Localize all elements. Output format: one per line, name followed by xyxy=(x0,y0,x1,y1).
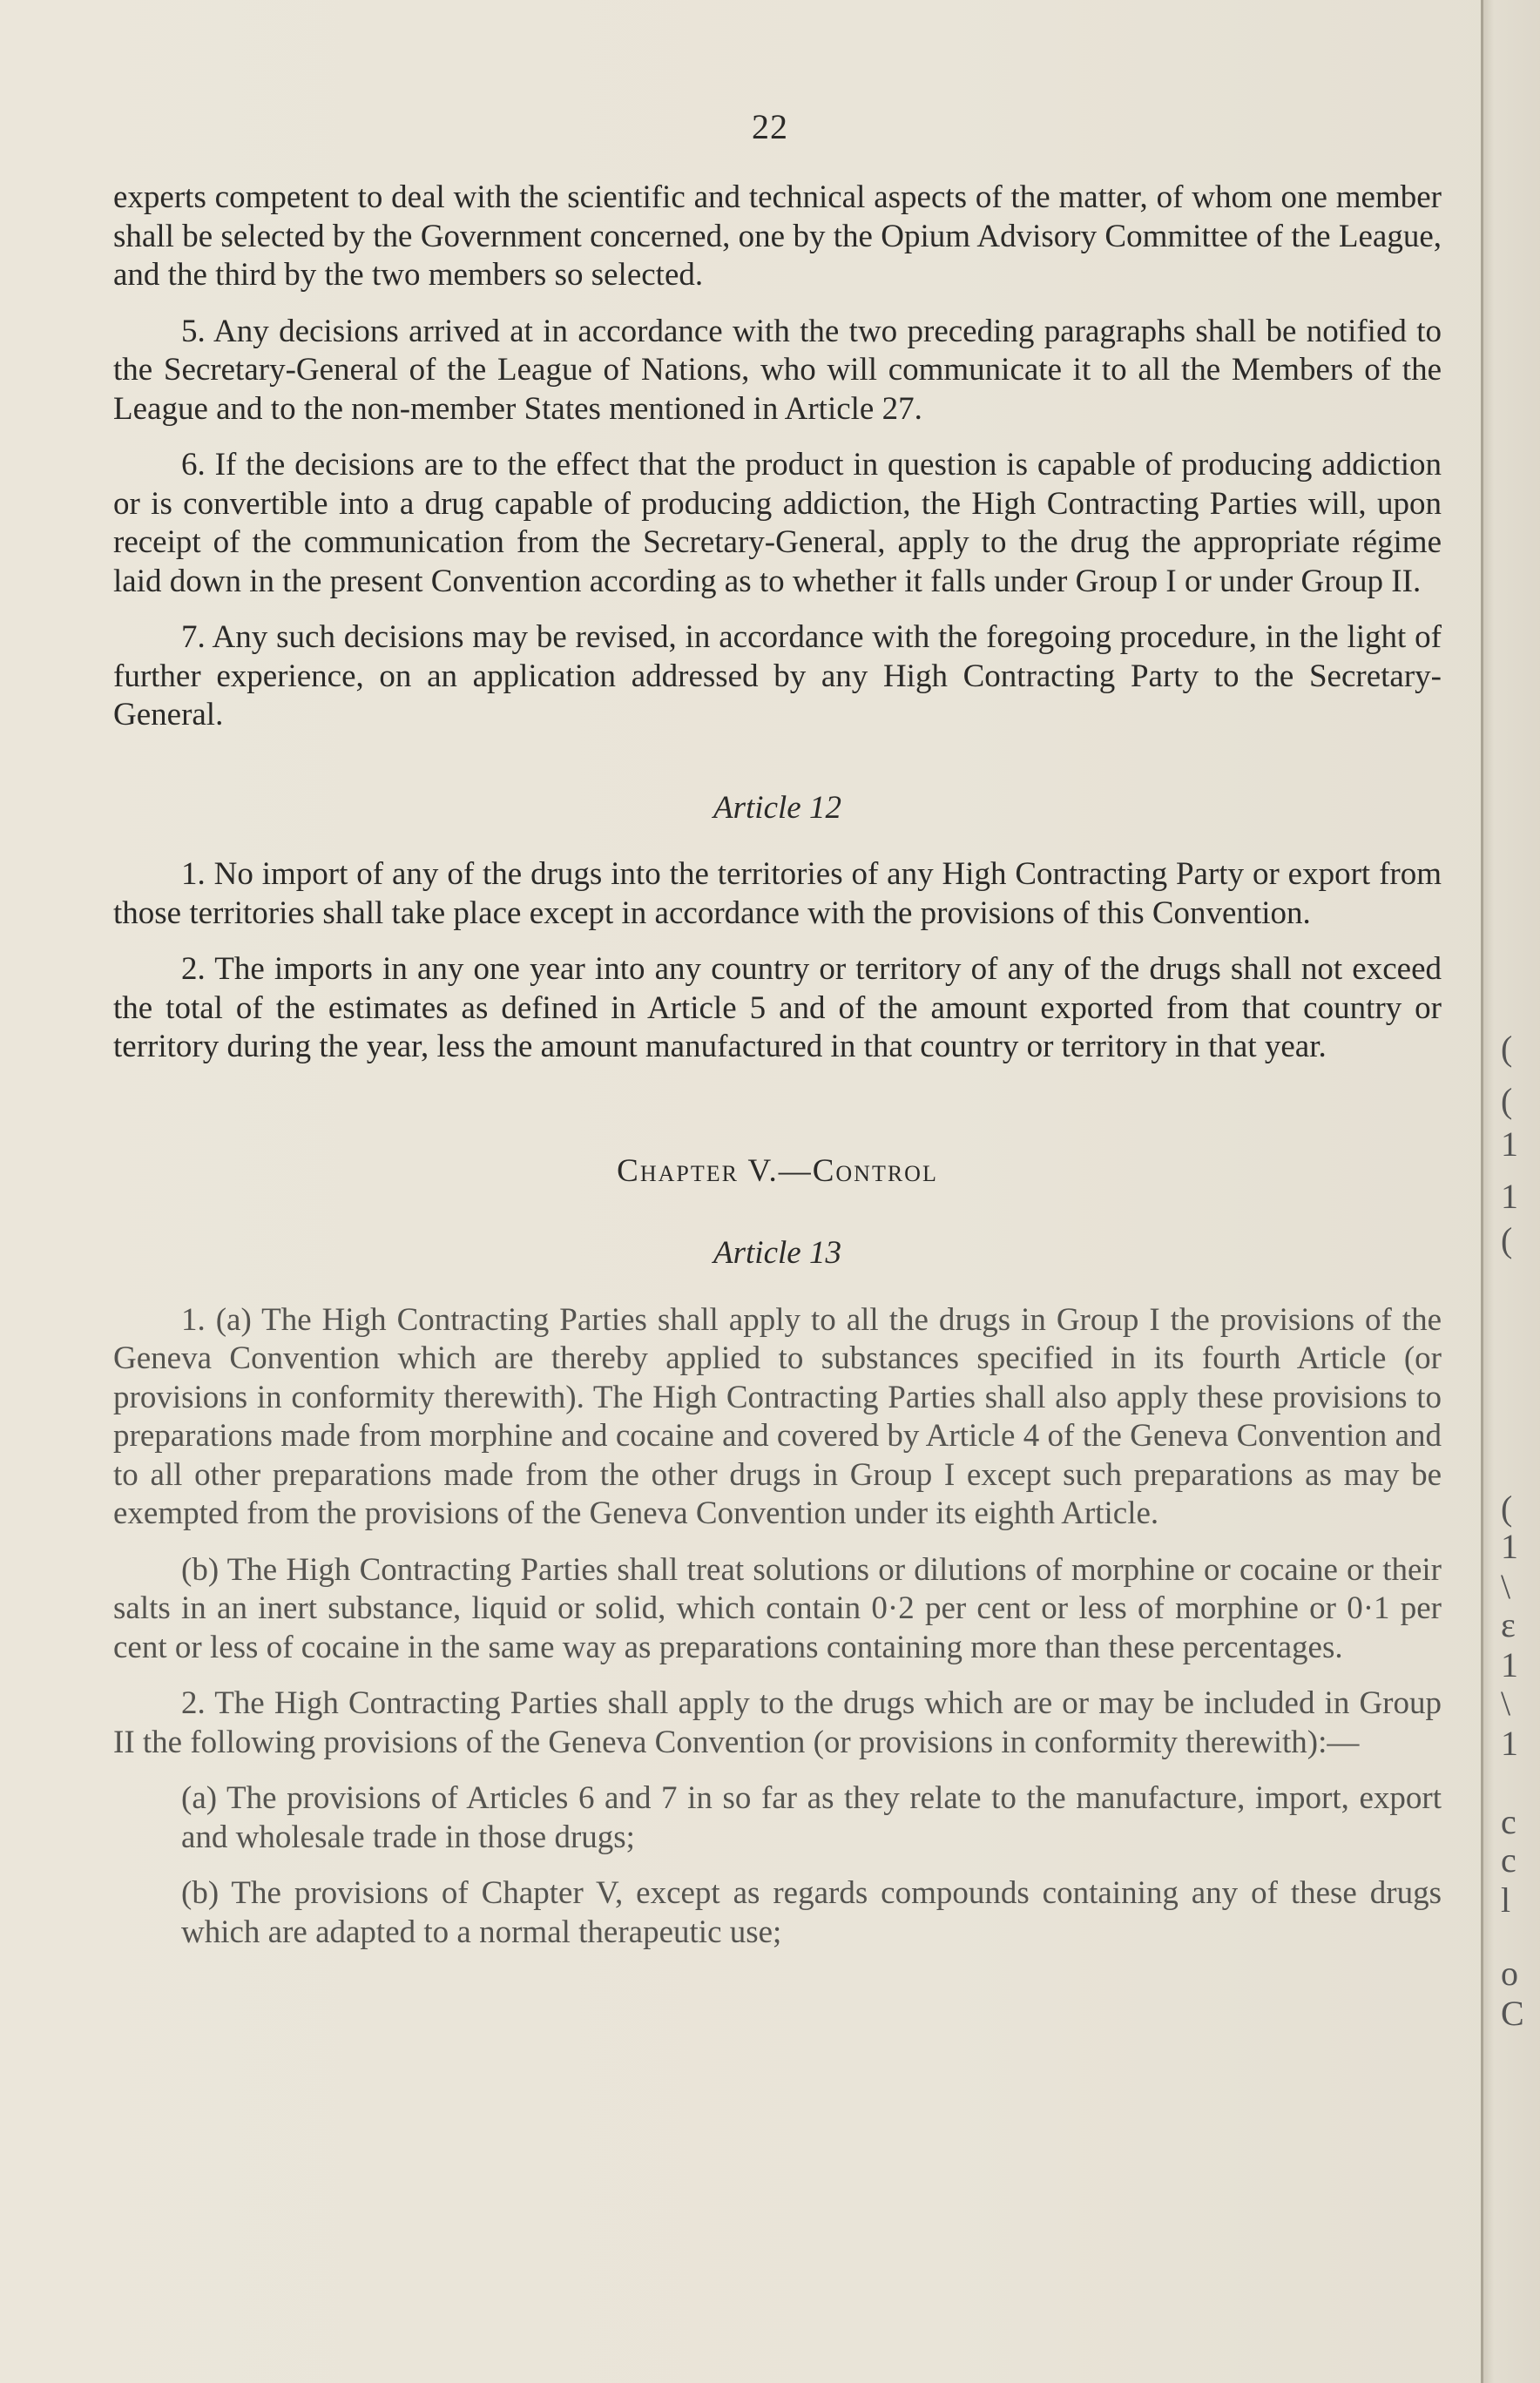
edge-glyph: c xyxy=(1501,1802,1516,1841)
paragraph-6: 6. If the decisions are to the effect that the product in question is capable of producing addiction or is convertible into a drug capable of producing addiction, the High Contracting Parties will, upon receipt of the communication from the Secretary-General, apply to the drug the appropriate régime laid down in the present Convention according as to whether it falls under Group I or under Group II. xyxy=(113,447,1442,599)
edge-glyph: ( xyxy=(1501,1220,1513,1259)
article-12-heading: Article 12 xyxy=(713,789,841,826)
edge-glyph: 1 xyxy=(1501,1527,1518,1566)
edge-glyph: o xyxy=(1501,1954,1518,1993)
article-13-paragraph-1a: 1. (a) The High Contracting Parties shall apply to all the drugs in Group I the provisions of the Geneva Convention which are thereby applied to substances specified in its fourth Article (or provisions in conformity therewith). The High Contracting Parties shall also apply these provisions to preparations made from morphine and cocaine and covered by Article 4 of the Geneva Convention and to all other preparations made from the other drugs in Group I except such preparations as may be exempted from the provisions of the Geneva Convention under its eighth Article. xyxy=(113,1301,1442,1531)
chapter-heading: Chapter V.—Control xyxy=(617,1152,938,1189)
paragraph-continuation: experts competent to deal with the scientific and technical aspects of the matter, of whom one member shall be selected by the Government concerned, one by the Opium Advisory Committee of the League, and the third by the two members so selected. xyxy=(113,179,1442,293)
page-number: 22 xyxy=(752,107,788,146)
article-12-paragraph-1: 1. No import of any of the drugs into the territories of any High Contracting Party or export from those territories shall take place except in accordance with the provisions of this Convention. xyxy=(113,856,1442,931)
article-12-paragraph-2: 2. The imports in any one year into any country or territory of any of the drugs shall not exceed the total of the estimates as defined in Article 5 and of the amount exported from that country or territory during the year, less the amount manufactured in that country or territory in that year. xyxy=(113,951,1442,1064)
edge-glyph: 1 xyxy=(1501,1124,1518,1164)
facing-page-edge xyxy=(1481,0,1540,2383)
paragraph-5: 5. Any decisions arrived at in accordance with the two preceding paragraphs shall be notified to the Secretary-General of the League of Nations, who will communicate it to all the Members of the League and to the non-member States mentioned in Article 27. xyxy=(113,313,1442,427)
article-13-paragraph-1b: (b) The High Contracting Parties shall treat solutions or dilutions of morphine or cocaine or their salts in an inert substance, liquid or solid, which contain 0·2 per cent or less of morphine or 0·1 per cent or less of cocaine in the same way as preparations containing more than these percentages. xyxy=(113,1551,1442,1665)
paragraph-7: 7. Any such decisions may be revised, in accordance with the foregoing procedure, in the light of further experience, on an application addressed by any High Contracting Party to the Secretary-General. xyxy=(113,619,1442,732)
article-13-paragraph-2b: (b) The provisions of Chapter V, except as regards compounds containing any of these drugs which are adapted to a normal therapeutic use; xyxy=(181,1875,1442,1950)
edge-glyph: 1 xyxy=(1501,1177,1518,1216)
edge-glyph: l xyxy=(1501,1880,1511,1920)
edge-glyph: C xyxy=(1501,1994,1524,2033)
edge-glyph: ( xyxy=(1501,1489,1513,1528)
article-13-paragraph-2a: (a) The provisions of Articles 6 and 7 in so far as they relate to the manufacture, import, export and wholesale trade in those drugs; xyxy=(181,1780,1442,1855)
page-body xyxy=(113,179,1442,1969)
edge-glyph: \ xyxy=(1501,1567,1511,1606)
edge-glyph: c xyxy=(1501,1840,1516,1880)
edge-glyph: ε xyxy=(1501,1605,1516,1644)
article-13-heading: Article 13 xyxy=(713,1235,841,1271)
edge-glyph: ( xyxy=(1501,1029,1513,1068)
edge-glyph: 1 xyxy=(1501,1645,1518,1684)
edge-glyph: \ xyxy=(1501,1684,1511,1723)
edge-glyph: 1 xyxy=(1501,1724,1518,1763)
article-13-paragraph-2: 2. The High Contracting Parties shall apply to the drugs which are or may be included in Group II the following provisions of the Geneva Convention (or provisions in conformity therewith):— xyxy=(113,1685,1442,1760)
edge-glyph: ( xyxy=(1501,1081,1513,1120)
